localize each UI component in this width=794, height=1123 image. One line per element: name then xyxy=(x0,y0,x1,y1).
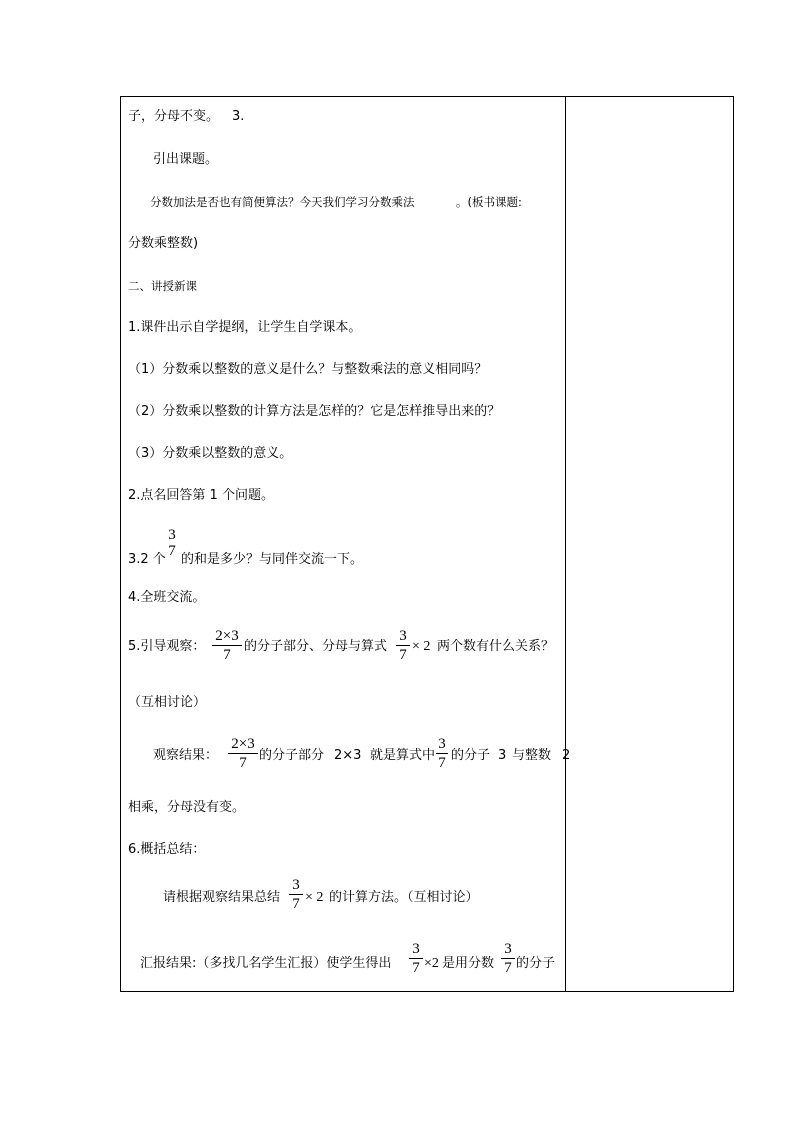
text-line: 与整数 xyxy=(512,748,552,763)
text-line: 6.概括总结： xyxy=(128,842,206,857)
text-line: 4.全班交流。 xyxy=(128,590,206,605)
text-line: （3）分数乘以整数的意义。 xyxy=(128,446,293,461)
text-line: 的分子部分、分母与算式 xyxy=(244,639,388,654)
fraction-3-7: 3 7 xyxy=(409,941,423,976)
text-line: 的计算方法。（互相讨论） xyxy=(329,890,479,905)
text-line: （2）分数乘以整数的计算方法是怎样的？它是怎样推导出来的？ xyxy=(128,404,501,419)
text-line: 5.引导观察： xyxy=(128,639,206,654)
text-line: 分数乘整数) xyxy=(128,236,199,251)
text-line: 的分子部分 xyxy=(259,748,325,763)
fraction-3-7: 3 7 xyxy=(168,527,176,559)
text-line: 。(板书课题: xyxy=(456,195,522,209)
text-line: 观察结果： xyxy=(153,748,219,763)
text-line: 是用分数 xyxy=(442,956,495,971)
times-two: × 2 xyxy=(412,639,431,654)
text-line: 3. xyxy=(232,109,245,124)
text-line: 子，分母不变。 xyxy=(128,109,220,124)
times-two: × 2 xyxy=(305,890,324,905)
text-line: 的和是多少？与同伴交流一下。 xyxy=(181,552,364,567)
text-line: 2 xyxy=(562,748,571,763)
fraction-3-7: 3 7 xyxy=(436,736,448,771)
text-line: 的分子 xyxy=(516,956,556,971)
text-line: 请根据观察结果总结 xyxy=(163,890,281,905)
text-line: 汇报结果:（多找几名学生汇报）使学生得出 xyxy=(140,956,392,971)
lesson-table xyxy=(120,96,734,992)
text-line: 两个数有什么关系？ xyxy=(437,639,555,654)
text-line: 分数加法是否也有简便算法？今天我们学习分数乘法 xyxy=(150,195,415,209)
fraction-2x3-7: 2×3 7 xyxy=(212,628,242,663)
text-line: 1.课件出示自学提纲，让学生自学课本。 xyxy=(128,320,362,335)
fraction-3-7: 3 7 xyxy=(289,877,303,912)
fraction-3-7: 3 7 xyxy=(396,628,410,663)
text-line: 3.2 个 xyxy=(128,552,166,567)
text-line: 2.点名回答第 1 个问题。 xyxy=(128,488,274,503)
text-line: 2×3 xyxy=(334,748,362,763)
times-two: ×2 xyxy=(424,956,439,971)
text-line: （1）分数乘以整数的意义是什么？与整数乘法的意义相同吗？ xyxy=(128,362,488,377)
fraction-2x3-7: 2×3 7 xyxy=(228,736,258,771)
text-line: 相乘，分母没有变。 xyxy=(128,800,246,815)
fraction-3-7: 3 7 xyxy=(501,941,515,976)
text-line: 的分子 xyxy=(451,748,491,763)
section-heading: 二、讲授新课 xyxy=(128,279,197,293)
table-column-divider xyxy=(565,96,566,992)
text-line: 3 xyxy=(498,748,507,763)
text-line: 引出课题。 xyxy=(153,152,219,167)
text-line: 就是算式中 xyxy=(370,748,436,763)
text-line: （互相讨论） xyxy=(128,695,207,710)
